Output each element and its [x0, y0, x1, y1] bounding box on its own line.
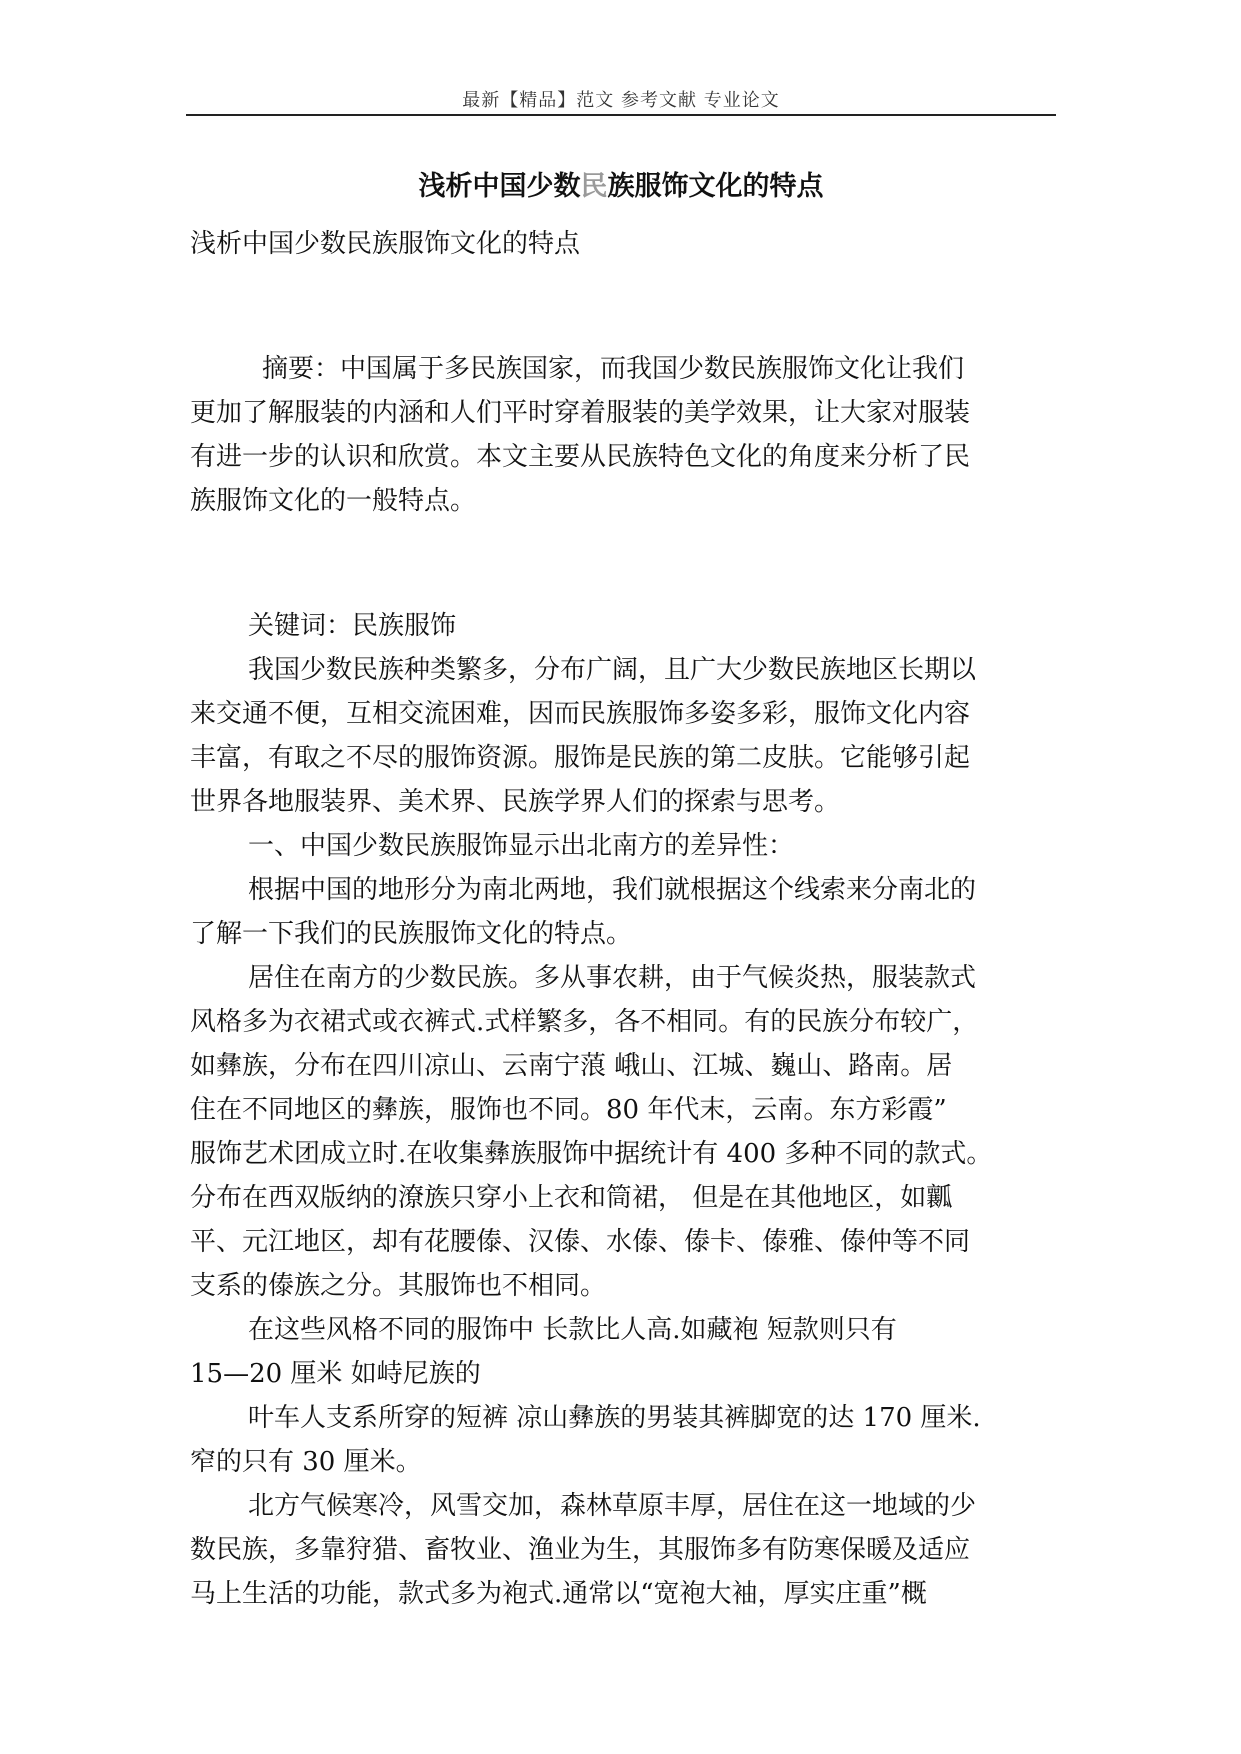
paragraph-line: 丰富，有取之不尽的服饰资源。服饰是民族的第二皮肤。它能够引起	[190, 743, 971, 773]
paragraph-line: 风格多为衣裙式或衣裤式.式样繁多，各不相同。有的民族分布较广，	[190, 1007, 979, 1037]
abstract-line: 摘要：中国属于多民族国家，而我国少数民族服饰文化让我们	[262, 354, 965, 384]
paragraph-line: 了解一下我们的民族服饰文化的特点。	[190, 919, 633, 949]
spacer	[190, 523, 1060, 604]
paragraph-line: 平、元江地区，却有花腰傣、汉傣、水傣、傣卡、傣雅、傣仲等不同	[190, 1227, 971, 1257]
paragraph-line: 如彝族，分布在四川凉山、云南宁蒗 峨山、江城、巍山、路南。居	[190, 1051, 953, 1081]
paragraph-line: 居住在南方的少数民族。多从事农耕，由于气候炎热，服装款式	[248, 963, 977, 993]
paragraph-line: 数民族，多靠狩猎、畜牧业、渔业为生，其服饰多有防寒保暖及适应	[190, 1535, 971, 1565]
keywords: 关键词：民族服饰	[248, 611, 457, 641]
spacer	[190, 266, 1060, 347]
paragraph-line: 支系的傣族之分。其服饰也不相同。	[190, 1271, 607, 1301]
paragraph-line: 我国少数民族种类繁多，分布广阔，且广大少数民族地区长期以	[248, 655, 977, 685]
paragraph-line: 叶车人支系所穿的短裤 凉山彝族的男装其裤脚宽的达 170 厘米.	[248, 1403, 981, 1433]
abstract-line: 有进一步的认识和欣赏。本文主要从民族特色文化的角度来分析了民	[190, 442, 971, 472]
document-body	[190, 222, 1060, 1616]
paragraph-line: 窄的只有 30 厘米。	[190, 1447, 422, 1477]
title-part-2: 族服饰文化的特点	[607, 171, 824, 202]
paragraph-line: 15—20 厘米 如峙尼族的	[190, 1359, 481, 1389]
abstract-line: 族服饰文化的一般特点。	[190, 486, 477, 516]
paragraph-line: 根据中国的地形分为南北两地，我们就根据这个线索来分南北的	[248, 875, 977, 905]
paragraph-line: 世界各地服装界、美术界、民族学界人们的探索与思考。	[190, 787, 841, 817]
abstract-line: 更加了解服装的内涵和人们平时穿着服装的美学效果，让大家对服装	[190, 398, 971, 428]
paragraph-line: 在这些风格不同的服饰中 长款比人高.如藏袍 短款则只有	[248, 1315, 897, 1345]
title-part-1: 浅析中国少数	[418, 171, 581, 202]
paragraph-line: 来交通不便，互相交流困难，因而民族服饰多姿多彩，服饰文化内容	[190, 699, 971, 729]
paragraph-line: 服饰艺术团成立时.在收集彝族服饰中据统计有 400 多种不同的款式。	[190, 1139, 993, 1169]
subtitle: 浅析中国少数民族服饰文化的特点	[190, 229, 581, 259]
paragraph-line: 马上生活的功能，款式多为袍式.通常以“宽袍大袖，厚实庄重”概	[190, 1579, 927, 1609]
document-title	[186, 164, 1056, 203]
paragraph-line: 北方气候寒冷，风雪交加，森林草原丰厚，居住在这一地域的少	[248, 1491, 977, 1521]
paragraph-line: 分布在西双版纳的潦族只穿小上衣和筒裙， 但是在其他地区，如瓤	[190, 1183, 953, 1213]
title-highlight: 民	[580, 171, 608, 202]
page-header: 最新【精品】范文 参考文献 专业论文	[462, 90, 780, 111]
section-heading: 一、中国少数民族服饰显示出北南方的差异性：	[248, 831, 795, 861]
header-divider	[186, 114, 1056, 116]
paragraph-line: 住在不同地区的彝族，服饰也不同。80 年代末，云南。东方彩霞”	[190, 1095, 947, 1125]
